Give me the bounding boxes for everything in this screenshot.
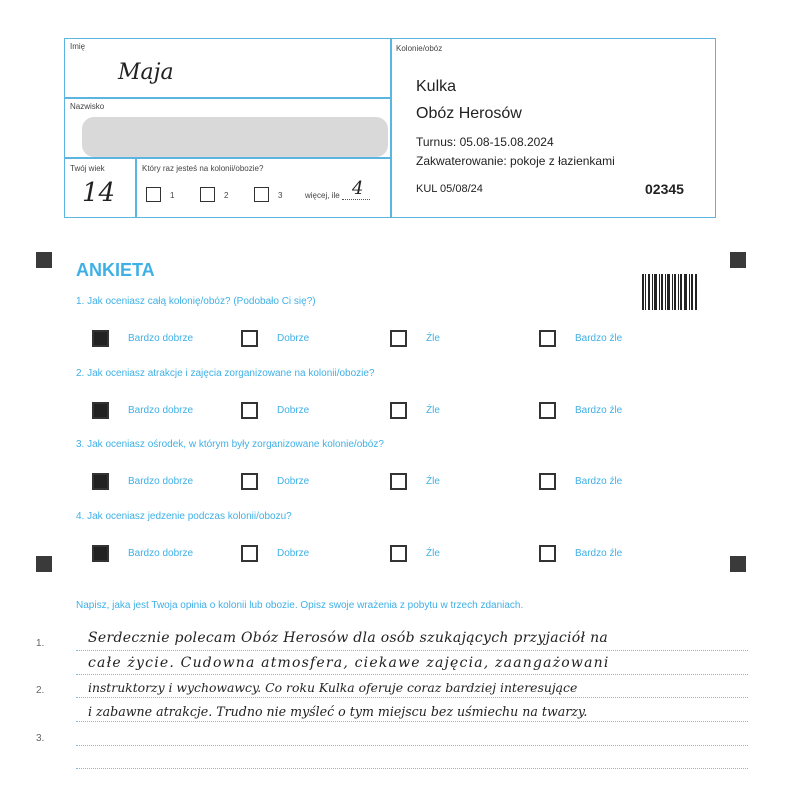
ktory-raz-option-3: 3 <box>278 191 283 200</box>
question-2-checkbox-dobrze[interactable] <box>241 402 258 419</box>
question-2-checkbox-bardzo-dobrze[interactable] <box>92 402 109 419</box>
question-3-option-bardzo-zle: Bardzo źle <box>575 476 623 487</box>
handwritten-line-2: całe życie. Cudowna atmosfera, ciekawe zajęcia, zaangażowani <box>88 655 610 671</box>
question-2-option-bardzo-zle: Bardzo źle <box>575 405 623 416</box>
line-number-2: 2. <box>36 685 45 696</box>
question-3-checkbox-bardzo-zle[interactable] <box>539 473 556 490</box>
question-1-option-bardzo-zle: Bardzo źle <box>575 333 623 344</box>
question-4-checkbox-zle[interactable] <box>390 545 407 562</box>
ktory-raz-option-2: 2 <box>224 191 229 200</box>
form-number: 02345 <box>645 181 684 197</box>
opinion-prompt: Napisz, jaka jest Twoja opinia o kolonii lub obozie. Opisz swoje wrażenia z pobytu w trzech zdaniach. <box>76 600 524 611</box>
question-3-checkbox-dobrze[interactable] <box>241 473 258 490</box>
wiek-label: Twój wiek <box>70 164 105 173</box>
handwritten-line-1: Serdecznie polecam Obóz Herosów dla osób szukających przyjaciół na <box>88 630 609 646</box>
write-line-3[interactable] <box>76 697 748 698</box>
question-4-text: 4. Jak oceniasz jedzenie podczas kolonii/obozu? <box>76 511 292 522</box>
survey-title: ANKIETA <box>76 260 155 280</box>
question-2-text: 2. Jak oceniasz atrakcje i zajęcia zorganizowane na kolonii/obozie? <box>76 368 375 379</box>
line-number-1: 1. <box>36 638 45 649</box>
header-divider-vertical <box>390 38 392 218</box>
question-2-option-bardzo-dobrze: Bardzo dobrze <box>128 405 194 416</box>
question-4-checkbox-bardzo-zle[interactable] <box>539 545 556 562</box>
age-divider <box>135 157 137 218</box>
kolonie-label: Kolonie/obóz <box>396 44 443 53</box>
corner-marker-bottom-left <box>36 556 52 572</box>
imie-label: Imię <box>70 42 86 51</box>
question-1-option-bardzo-dobrze: Bardzo dobrze <box>128 333 194 344</box>
question-1-checkbox-zle[interactable] <box>390 330 407 347</box>
question-3-option-zle: Źle <box>426 476 440 487</box>
turnus: Turnus: 05.08-15.08.2024 <box>416 135 554 149</box>
question-4-option-bardzo-zle: Bardzo źle <box>575 548 623 559</box>
corner-marker-top-right <box>730 252 746 268</box>
corner-marker-top-left <box>36 252 52 268</box>
wiecej-label: więcej, ile <box>305 191 340 200</box>
question-1-option-zle: Źle <box>426 333 440 344</box>
write-line-6[interactable] <box>76 768 748 769</box>
question-2-option-dobrze: Dobrze <box>277 405 310 416</box>
question-3-text: 3. Jak oceniasz ośrodek, w którym były zorganizowane kolonie/obóz? <box>76 439 384 450</box>
question-2-checkbox-zle[interactable] <box>390 402 407 419</box>
wiek-value: 14 <box>82 178 116 208</box>
ktory-raz-checkbox-1[interactable] <box>146 187 161 202</box>
zakwaterowanie: Zakwaterowanie: pokoje z łazienkami <box>416 154 615 168</box>
line-number-3: 3. <box>36 733 45 744</box>
ktory-raz-label: Który raz jesteś na kolonii/obozie? <box>142 164 264 173</box>
barcode <box>642 274 698 310</box>
question-3-option-dobrze: Dobrze <box>277 476 310 487</box>
question-4-option-bardzo-dobrze: Bardzo dobrze <box>128 548 194 559</box>
question-1-checkbox-bardzo-dobrze[interactable] <box>92 330 109 347</box>
question-2-checkbox-bardzo-zle[interactable] <box>539 402 556 419</box>
question-1-option-dobrze: Dobrze <box>277 333 310 344</box>
question-1-text: 1. Jak oceniasz całą kolonię/obóz? (Podobało Ci się?) <box>76 296 316 307</box>
handwritten-line-4: i zabawne atrakcje. Trudno nie myśleć o tym miejscu bez uśmiechu na twarzy. <box>88 704 588 719</box>
question-1-checkbox-bardzo-zle[interactable] <box>539 330 556 347</box>
write-line-4[interactable] <box>76 721 748 722</box>
handwritten-line-3: instruktorzy i wychowawcy. Co roku Kulka oferuje coraz bardziej interesujące <box>88 680 578 695</box>
header-divider-2 <box>64 157 390 159</box>
question-4-option-zle: Źle <box>426 548 440 559</box>
question-4-checkbox-bardzo-dobrze[interactable] <box>92 545 109 562</box>
nazwisko-label: Nazwisko <box>70 102 105 111</box>
write-line-1[interactable] <box>76 650 748 651</box>
question-3-checkbox-bardzo-dobrze[interactable] <box>92 473 109 490</box>
write-line-2[interactable] <box>76 674 748 675</box>
wiecej-dotline <box>342 199 370 200</box>
ktory-raz-checkbox-3[interactable] <box>254 187 269 202</box>
question-4-option-dobrze: Dobrze <box>277 548 310 559</box>
camp-code: KUL 05/08/24 <box>416 183 483 195</box>
question-2-option-zle: Źle <box>426 405 440 416</box>
wiecej-value: 4 <box>352 178 364 199</box>
question-4-checkbox-dobrze[interactable] <box>241 545 258 562</box>
write-line-5[interactable] <box>76 745 748 746</box>
header-divider-1 <box>64 97 390 99</box>
ktory-raz-checkbox-2[interactable] <box>200 187 215 202</box>
camp-subtitle: Obóz Herosów <box>416 105 522 122</box>
question-1-checkbox-dobrze[interactable] <box>241 330 258 347</box>
question-3-checkbox-zle[interactable] <box>390 473 407 490</box>
imie-value: Maja <box>118 60 174 85</box>
corner-marker-bottom-right <box>730 556 746 572</box>
camp-name: Kulka <box>416 78 457 95</box>
question-3-option-bardzo-dobrze: Bardzo dobrze <box>128 476 194 487</box>
nazwisko-redaction <box>82 117 388 157</box>
ktory-raz-option-1: 1 <box>170 191 175 200</box>
